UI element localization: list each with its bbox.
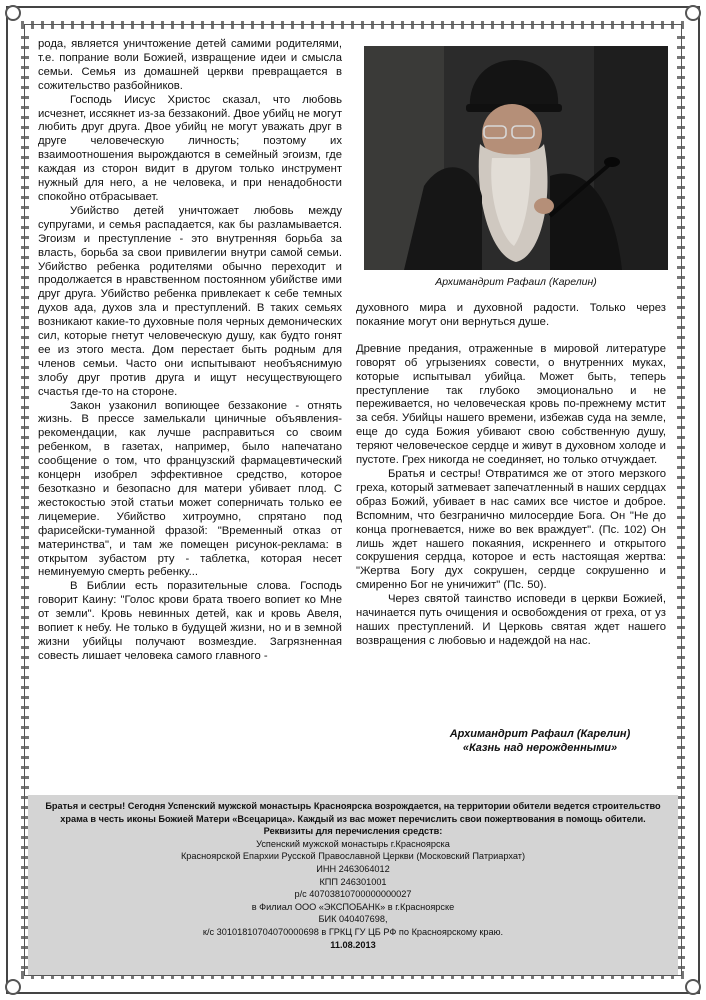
- portrait-illustration: [364, 46, 668, 270]
- paragraph: Через святой таинство исповеди в церкви Божией, начинается путь очищения и освобождения от греха, от уз наших преступлений. И Церковь святая ждет нашего возвращения с любовью и надеждой на нас.: [356, 593, 666, 647]
- author-name: Архимандрит Рафаил (Карелин): [449, 728, 631, 740]
- work-title: «Казнь над нерожденными»: [462, 742, 618, 754]
- requisites-line: Красноярской Епархии Русской Православной Церкви (Московский Патриархат): [180, 851, 526, 862]
- donation-appeal: Братья и сестры! Сегодня Успенский мужской монастырь Красноярска возрождается, на территории обители ведется строительство храма в честь иконы Божией Матери «Всецарица». Каждый из вас может перечислить свои пожертвования в помощь обители. Реквизиты для перечисления средств:: [45, 801, 661, 837]
- paragraph: Древние предания, отраженные в мировой литературе говорят об угрызениях совести, о внутренних муках, которые испытывал убийца. Может быть, теперь преступление так глубоко эмоционально и не переживается, но человеческая кровь по-прежнему мстит за себя. Убийцы нашего времени, избежав суда на земле, еще до суда Божия убивают свою собственную душу, теряют человеческое сердце и живут в духовном холоде и пустоте. Грех никогда не соединяет, но только отчуждает.: [356, 342, 666, 467]
- paragraph: Господь Иисус Христос сказал, что любовь исчезнет, иссякнет из-за беззаконий. Двое убийц не могут любить друг друга. Двое убийц не могут уважать друг в друге человеческую личность; поэтому их взаимоотношения вырождаются в семейный эгоизм, где каждая из сторон видит в другом только инструмент нужный для него, а не человека, и при ненадобности спокойно отбрасывает.: [38, 93, 342, 203]
- requisites-line: в Филиал ООО «ЭКСПОБАНК» в г.Красноярске: [251, 901, 455, 912]
- paragraph: Убийство детей уничтожает любовь между супругами, и семья распадается, как бы разламывается. Эгоизм и преступление - это внутренняя борьба за власть, борьба за свои привилегии внутри самой семьи. Убийство ребенка родителями обычно переходит и продолжается в нравственном постоянном убийстве ими друг друга. Убийство ребенка привлекает к себе темных духов ада, духов зла и преступлений. В таких семьях возникают какие-то духовные поля черных демонических сил, которые гнетут человеческую душу, как будто гонят ее из этого места. Дом перестает быть родным для членов семьи. Часто они испытывают необъяснимую злобу друг против друга и ищут несуществующего счастья где-то на стороне.: [38, 204, 342, 398]
- footer-date: 11.08.2013: [330, 939, 376, 950]
- requisites-line: БИК 040407698,: [318, 914, 388, 925]
- paragraph: Закон узаконил вопиющее беззаконие - отнять жизнь. В прессе замелькали циничные объявления-рекомендации, как лучше расправиться со своим ребенком, в газетах, например, было напечатано сообщение о том, что французский фармацевтический концерн изобрел эффективное средство, которое безотказно и безопасно для матери убивает плод. С жестокостью этой статьи может соперничать только ее лицемерие. Убийство хитроумно, спрятано под фарисейски-туманной фразой: "Временный отказ от материнства", и там же помещен рисунок-реклама: в открытом зубастом рту - таблетка, которая несет неминуемую смерть ребенку...: [38, 399, 342, 579]
- corner-ornament-top-left: [5, 5, 21, 21]
- paragraph: рода, является уничтожение детей самими родителями, т.е. попрание воли Божией, извращение идеи и смысла семьи. Семья из домашней церкви превращается в сожительство разбойников.: [38, 38, 342, 92]
- requisites-line: ИНН 2463064012: [316, 863, 390, 874]
- paragraph: В Библии есть поразительные слова. Господь говорит Каину: "Голос крови брата твоего вопиет ко Мне от земли". Кровь невинных детей, как и кровь Авеля, вопиет к небу. Не только в будущей жизни, но и в земной жизни убийцы получают возмездие. Загрязненная совесть лишает человека самого главного -: [38, 580, 342, 662]
- corner-ornament-bottom-left: [5, 979, 21, 995]
- left-text-column: [38, 38, 342, 664]
- requisites-line: Успенский мужской монастырь г.Красноярска: [256, 838, 450, 849]
- requisites-line: р/с 40703810700000000027: [294, 889, 412, 900]
- corner-ornament-top-right: [685, 5, 701, 21]
- photo-caption: Архимандрит Рафаил (Карелин): [435, 276, 597, 288]
- requisites-line: к/с 30101810704070000698 в ГРКЦ ГУ ЦБ РФ по Красноярскому краю.: [202, 926, 504, 937]
- corner-ornament-bottom-right: [685, 979, 701, 995]
- paragraph: духовного мира и духовной радости. Только через покаяние могут они вернуться душе.: [356, 302, 666, 328]
- requisites-line: КПП 246301001: [319, 876, 387, 887]
- article-signature: [440, 727, 640, 755]
- archimandrite-photo: [364, 46, 668, 270]
- donation-footer: [28, 795, 678, 975]
- right-text-column: [356, 302, 666, 649]
- paragraph: Братья и сестры! Отвратимся же от этого мерзкого греха, который затмевает запечатленный в наших сердцах образ Божий, убивает в нас самих все чистое и доброе. Вспомним, что безгранично милосердие Бога. Он "Не до конца прогневается, ниже во век враждует". (Пс. 102) Он лишь ждет нашего покаяния, искреннего и открытого сокрушения сердца, которое и есть настоящая жертва: "Жертва Богу дух сокрушен, сердце сокрушенно и смиренно Бог не уничижит" (Пс. 50).: [356, 467, 666, 592]
